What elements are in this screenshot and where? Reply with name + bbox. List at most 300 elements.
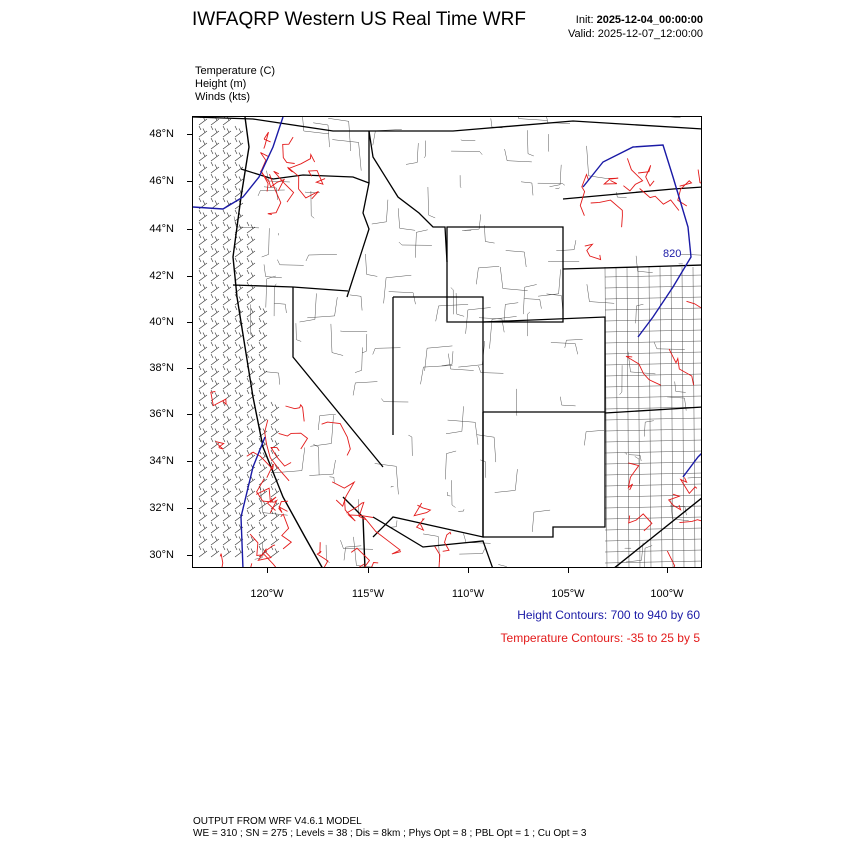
county-line	[538, 183, 565, 185]
county-line	[274, 284, 276, 316]
footer-model: OUTPUT FROM WRF V4.6.1 MODEL	[193, 816, 362, 827]
wind-barb	[199, 270, 207, 281]
wind-barb	[259, 498, 267, 509]
county-line	[500, 267, 527, 291]
county-line	[495, 469, 518, 492]
county-line	[408, 435, 412, 456]
wind-barb	[199, 402, 207, 413]
county-line	[296, 323, 301, 341]
temperature-contour	[669, 349, 694, 385]
temperature-contour	[250, 534, 285, 568]
wind-barb	[223, 546, 231, 557]
temperature-contour	[268, 174, 281, 214]
county-line	[451, 288, 454, 315]
wind-barb	[223, 378, 231, 389]
wind-barb	[247, 546, 255, 557]
wind-barb	[223, 414, 231, 425]
wind-barb	[211, 534, 219, 545]
wind-barb	[259, 366, 267, 377]
lat-tick	[187, 555, 192, 556]
wind-barb	[247, 426, 255, 437]
wind-barb	[235, 462, 243, 473]
az-nm-border	[373, 412, 483, 537]
wind-barb	[199, 498, 207, 509]
wind-barb	[271, 414, 279, 425]
county-line	[605, 440, 702, 442]
nm-tx-border	[483, 412, 605, 537]
temperature-contour	[698, 170, 702, 209]
wind-barb	[247, 522, 255, 533]
wind-barb	[235, 354, 243, 365]
temperature-contour	[667, 551, 675, 568]
county-line	[636, 256, 653, 273]
wind-barb	[271, 486, 279, 497]
lon-tick	[267, 568, 268, 573]
wind-barb	[211, 186, 219, 197]
lat-label: 48°N	[149, 128, 174, 140]
county-line	[442, 351, 453, 366]
wind-barb	[199, 126, 207, 137]
county-line	[605, 484, 702, 486]
wind-barb	[235, 414, 243, 425]
lon-tick	[368, 568, 369, 573]
county-line	[605, 451, 702, 453]
wind-barb	[271, 546, 279, 557]
temperature-contour	[443, 532, 451, 551]
county-line	[584, 430, 604, 445]
county-line	[605, 319, 702, 321]
wind-barb	[223, 318, 231, 329]
wind-barb	[223, 510, 231, 521]
county-line	[372, 200, 388, 224]
wind-barb	[211, 210, 219, 221]
wind-barb	[211, 498, 219, 509]
wind-barb	[223, 282, 231, 293]
county-line	[605, 462, 702, 464]
wind-barb	[247, 414, 255, 425]
county-line	[605, 330, 702, 332]
county-line	[250, 304, 253, 337]
county-line	[516, 117, 548, 121]
wind-barb	[235, 150, 243, 161]
lon-label: 120°W	[250, 588, 284, 600]
wind-barb	[247, 246, 255, 257]
wind-barb	[259, 378, 267, 389]
wind-barb	[211, 474, 219, 485]
valid-time: 2025-12-07_12:00:00	[597, 28, 703, 40]
county-line	[644, 421, 654, 437]
temperature-contour	[604, 178, 618, 184]
county-line	[654, 342, 685, 349]
init-time: 2025-12-04_00:00:00	[596, 14, 703, 26]
wind-barb	[211, 462, 219, 473]
temperature-contour	[433, 547, 440, 569]
wind-barb	[223, 330, 231, 341]
wind-barb	[199, 234, 207, 245]
wind-barb	[211, 162, 219, 173]
county-line	[506, 251, 527, 268]
county-line	[521, 182, 533, 196]
lat-label: 40°N	[149, 316, 174, 328]
wind-barb	[247, 318, 255, 329]
temperature-contour	[417, 519, 424, 530]
wind-barb	[211, 354, 219, 365]
wind-barb	[247, 498, 255, 509]
wind-barb	[199, 282, 207, 293]
county-line	[555, 188, 559, 189]
wind-barb	[247, 306, 255, 317]
wind-barb	[211, 330, 219, 341]
lat-tick	[187, 276, 192, 277]
county-line	[605, 517, 702, 519]
county-line	[458, 509, 464, 511]
wind-barb	[211, 426, 219, 437]
wind-barb	[259, 342, 267, 353]
lat-label: 30°N	[149, 549, 174, 561]
wind-barb	[223, 126, 231, 137]
init-label: Init:	[575, 14, 594, 26]
lon-label: 100°W	[650, 588, 684, 600]
wind-barb	[259, 534, 267, 545]
wind-barb	[199, 162, 207, 173]
wind-barb	[223, 222, 231, 233]
wind-barb	[247, 294, 255, 305]
county-line	[556, 240, 576, 251]
valid-label: Valid:	[568, 28, 595, 40]
county-line	[381, 399, 408, 403]
county-line	[331, 324, 343, 356]
wind-barb	[199, 186, 207, 197]
county-line	[398, 208, 415, 230]
county-line	[605, 429, 702, 431]
county-line	[425, 346, 453, 371]
wind-barb	[247, 342, 255, 353]
county-line	[428, 187, 435, 218]
wind-barb	[211, 270, 219, 281]
wind-barb	[199, 330, 207, 341]
wind-barb	[199, 534, 207, 545]
wind-barb	[223, 450, 231, 461]
temperature-contour	[626, 356, 661, 385]
id-mt-border	[369, 131, 447, 262]
wind-barb	[211, 486, 219, 497]
wind-barb	[223, 258, 231, 269]
county-line	[668, 117, 680, 118]
county-line	[605, 473, 702, 475]
county-line	[532, 510, 550, 532]
county-line	[560, 397, 575, 406]
lat-label: 42°N	[149, 270, 174, 282]
temperature-contour	[585, 244, 601, 259]
county-line	[328, 118, 351, 151]
wind-barb	[199, 426, 207, 437]
wind-barb	[223, 426, 231, 437]
wind-barb	[235, 390, 243, 401]
county-line	[538, 269, 561, 296]
temperature-contour	[669, 494, 681, 510]
wind-barb	[235, 498, 243, 509]
wind-barb	[247, 234, 255, 245]
wind-barb	[199, 474, 207, 485]
county-line	[264, 264, 282, 277]
county-line	[307, 297, 337, 318]
wind-barb	[235, 486, 243, 497]
wind-barb	[235, 258, 243, 269]
wind-barb	[271, 450, 279, 461]
county-line	[272, 448, 304, 473]
wind-barb	[235, 402, 243, 413]
wind-barb	[235, 366, 243, 377]
lat-tick	[187, 414, 192, 415]
map-svg	[193, 117, 702, 568]
lat-label: 34°N	[149, 455, 174, 467]
county-line	[330, 477, 335, 483]
wind-barb	[211, 510, 219, 521]
county-line	[605, 297, 702, 299]
time-info	[568, 13, 703, 41]
wind-barb	[223, 138, 231, 149]
lon-label: 105°W	[551, 588, 585, 600]
wind-barb	[235, 342, 243, 353]
wind-barb	[235, 450, 243, 461]
wind-barb	[199, 246, 207, 257]
wind-barb	[223, 342, 231, 353]
footer-config: WE = 310 ; SN = 275 ; Levels = 38 ; Dis = 8km ; Phys Opt = 8 ; PBL Opt = 1 ; Cu Opt = 3	[193, 828, 587, 839]
wind-barb	[223, 294, 231, 305]
county-line	[675, 382, 686, 393]
field-list	[195, 65, 275, 104]
county-line	[527, 130, 533, 156]
county-line	[375, 464, 399, 495]
wind-barb	[259, 318, 267, 329]
wind-barb	[271, 510, 279, 521]
wind-barb	[223, 522, 231, 533]
lat-tick	[187, 229, 192, 230]
lon-tick	[468, 568, 469, 573]
county-line	[313, 444, 319, 475]
county-line	[551, 343, 578, 355]
county-line	[306, 254, 337, 261]
wind-barb	[223, 174, 231, 185]
wind-barb	[223, 150, 231, 161]
county-line	[605, 286, 702, 288]
plot-title: IWFAQRP Western US Real Time WRF	[192, 9, 526, 30]
temperature-contour	[283, 137, 295, 163]
county-line	[399, 242, 432, 245]
county-line	[452, 480, 456, 507]
county-line	[638, 267, 640, 568]
county-line	[527, 312, 530, 336]
wind-barb	[211, 378, 219, 389]
temperature-contour	[687, 301, 703, 329]
county-line	[460, 175, 461, 188]
county-line	[274, 303, 286, 313]
lat-tick	[187, 181, 192, 182]
wind-barb	[259, 354, 267, 365]
county-line	[390, 520, 397, 527]
wind-barb	[199, 150, 207, 161]
temperature-contour	[623, 158, 642, 191]
wind-barb	[223, 390, 231, 401]
temperature-contour	[309, 171, 326, 185]
temperature-contour-legend: Temperature Contours: -35 to 25 by 5	[500, 631, 700, 645]
wind-barb	[223, 498, 231, 509]
wind-barb	[235, 126, 243, 137]
county-line	[277, 260, 303, 266]
county-line	[693, 267, 695, 568]
temperature-contour	[629, 514, 652, 531]
temperature-contour	[351, 548, 369, 568]
wind-barb	[199, 486, 207, 497]
county-line	[605, 385, 702, 387]
wind-barb	[235, 270, 243, 281]
county-line	[459, 549, 485, 555]
wind-barb	[211, 546, 219, 557]
wind-barb	[235, 474, 243, 485]
county-line	[498, 565, 507, 569]
county-line	[605, 363, 702, 365]
temperature-contour	[414, 503, 430, 516]
wind-barb	[223, 354, 231, 365]
wind-barb	[247, 282, 255, 293]
wind-barb	[199, 342, 207, 353]
wind-barb	[259, 402, 267, 413]
temperature-contour	[264, 132, 271, 149]
county-boundaries	[234, 117, 702, 568]
wind-barb	[199, 306, 207, 317]
county-line	[605, 528, 702, 530]
county-line	[424, 141, 425, 158]
wind-barb	[199, 378, 207, 389]
wind-barb	[271, 522, 279, 533]
wind-barb	[199, 354, 207, 365]
wind-barb	[259, 474, 267, 485]
wind-barb	[211, 126, 219, 137]
lat-label: 32°N	[149, 502, 174, 514]
wind-barb	[199, 414, 207, 425]
county-line	[301, 117, 329, 134]
county-line	[649, 267, 651, 568]
lat-tick	[187, 461, 192, 462]
wind-barb	[235, 138, 243, 149]
wind-barbs	[199, 117, 279, 557]
wind-barb	[199, 462, 207, 473]
county-line	[264, 187, 278, 200]
wind-barb	[223, 474, 231, 485]
county-line	[587, 284, 614, 303]
county-line	[605, 308, 702, 310]
county-line	[605, 341, 702, 343]
temperature-contour	[332, 482, 354, 506]
wind-barb	[199, 510, 207, 521]
wind-barb	[211, 318, 219, 329]
lon-tick	[568, 568, 569, 573]
county-line	[605, 506, 702, 508]
lat-label: 44°N	[149, 223, 174, 235]
county-line	[266, 372, 280, 385]
map-panel	[192, 116, 702, 568]
county-line	[605, 539, 702, 541]
county-line	[313, 123, 329, 147]
canada-border	[193, 117, 702, 131]
county-line	[461, 140, 476, 141]
wind-barb	[259, 522, 267, 533]
county-line	[547, 294, 564, 313]
wind-barb	[211, 342, 219, 353]
county-line	[355, 347, 362, 372]
county-line	[332, 140, 361, 171]
county-line	[373, 129, 402, 145]
county-line	[415, 230, 427, 258]
lon-label: 115°W	[351, 588, 385, 600]
wind-barb	[259, 510, 267, 521]
temperature-contour	[286, 405, 305, 422]
wind-barb	[223, 486, 231, 497]
county-line	[448, 420, 478, 445]
county-line	[384, 275, 412, 303]
wind-barb	[211, 150, 219, 161]
field-winds: Winds (kts)	[195, 91, 250, 103]
wind-barb	[259, 306, 267, 317]
county-line	[660, 267, 662, 568]
county-line	[458, 341, 484, 367]
wind-barb	[223, 246, 231, 257]
wind-barb	[199, 174, 207, 185]
wind-barb	[199, 522, 207, 533]
wind-barb	[259, 414, 267, 425]
wind-barb	[271, 426, 279, 437]
wind-barb	[259, 390, 267, 401]
wind-barb	[271, 534, 279, 545]
wind-barb	[199, 138, 207, 149]
county-line	[447, 492, 450, 496]
county-line	[310, 415, 333, 446]
temperature-contours	[211, 132, 702, 568]
field-temperature: Temperature (C)	[195, 65, 276, 77]
county-line	[406, 143, 418, 164]
wind-barb	[199, 450, 207, 461]
county-line	[605, 495, 702, 497]
temperature-contour	[279, 433, 308, 449]
wind-barb	[211, 222, 219, 233]
wind-barb	[199, 210, 207, 221]
wind-barb	[235, 330, 243, 341]
county-line	[616, 267, 618, 568]
wind-barb	[211, 414, 219, 425]
wind-barb	[211, 522, 219, 533]
wind-barb	[211, 258, 219, 269]
wind-barb	[199, 438, 207, 449]
lat-label: 46°N	[149, 175, 174, 187]
model-footer	[193, 816, 586, 840]
wind-barb	[199, 222, 207, 233]
height-contour-label: 820	[663, 248, 682, 260]
county-line	[391, 486, 394, 487]
county-line	[423, 534, 440, 562]
county-line	[477, 435, 496, 462]
height-contour-legend: Height Contours: 700 to 940 by 60	[517, 608, 700, 622]
wind-barb	[235, 246, 243, 257]
field-height: Height (m)	[195, 78, 247, 90]
wind-barb	[211, 234, 219, 245]
county-line	[350, 295, 362, 311]
wind-barb	[223, 210, 231, 221]
wind-barb	[211, 294, 219, 305]
county-line	[605, 374, 702, 376]
wind-barb	[235, 426, 243, 437]
wind-barb	[223, 270, 231, 281]
lat-tick	[187, 508, 192, 509]
